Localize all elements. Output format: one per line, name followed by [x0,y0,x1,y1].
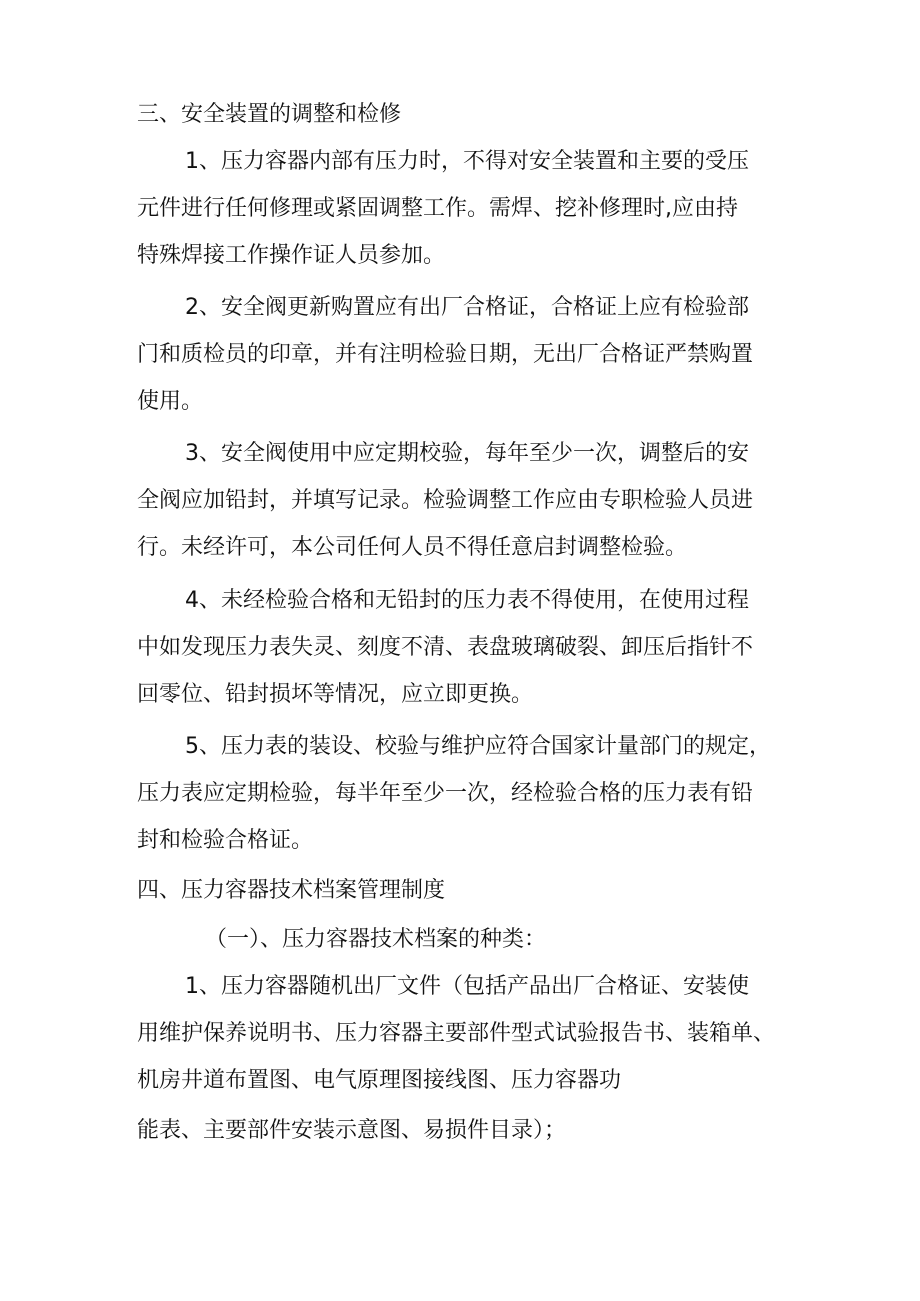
section-4-heading: 四、压力容器技术档案管理制度 [137,878,446,903]
paragraph-line: 1、压力容器随机出厂文件（包括产品出厂合格证、安装使 [185,974,749,999]
paragraph-line: 5、压力表的装设、校验与维护应符合国家计量部门的规定， [185,734,771,759]
paragraph-line: 3、安全阀使用中应定期校验，每年至少一次，调整后的安 [185,441,749,466]
paragraph-line: 1、压力容器内部有压力时，不得对安全装置和主要的受压 [185,149,749,174]
paragraph-line: 全阀应加铅封，并填写记录。检验调整工作应由专职检验人员进 [137,488,754,513]
paragraph-line: 4、未经检验合格和无铅封的压力表不得使用，在使用过程 [185,588,749,613]
section-3-heading: 三、安全装置的调整和检修 [137,102,402,127]
paragraph-line: 回零位、铅封损坏等情况，应立即更换。 [137,682,534,707]
paragraph-line: 行。未经许可，本公司任何人员不得任意启封调整检验。 [137,535,688,560]
paragraph-line: 2、安全阀更新购置应有出厂合格证，合格证上应有检验部 [185,295,749,320]
paragraph-line: 封和检验合格证。 [137,828,314,853]
paragraph-line: 特殊焊接工作操作证人员参加。 [137,243,446,268]
paragraph-line: 用维护保养说明书、压力容器主要部件型式试验报告书、装箱单、 [137,1021,776,1046]
paragraph-line: 机房井道布置图、电气原理图接线图、压力容器功 [137,1068,622,1093]
paragraph-line: 使用。 [137,389,204,414]
paragraph-line: 中如发现压力表失灵、刻度不清、表盘玻璃破裂、卸压后指针不 [137,635,754,660]
paragraph-line: 压力表应定期检验，每半年至少一次，经检验合格的压力表有铅 [137,781,754,806]
section-4-subheading: （一）、压力容器技术档案的种类： [205,927,547,952]
paragraph-line: 元件进行任何修理或紧固调整工作。需焊、挖补修理时,应由持 [137,196,738,221]
paragraph-line: 能表、主要部件安装示意图、易损件目录）； [137,1118,567,1143]
paragraph-line: 门和质检员的印章，并有注明检验日期，无出厂合格证严禁购置 [137,342,754,367]
